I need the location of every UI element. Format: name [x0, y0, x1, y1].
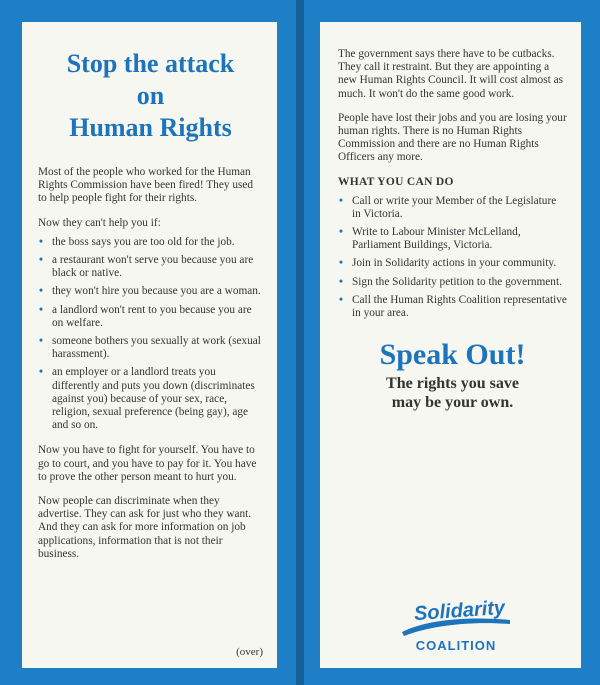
- tagline-line-1: The rights you save: [386, 375, 519, 393]
- cutbacks-paragraph: The government says there have to be cutbacks. They call it restraint. But they are appointing a new Human Rights Council. It will cost almost as much. It won't do the same good work.: [338, 48, 563, 100]
- tagline-line-2: may be your own.: [391, 394, 514, 412]
- bullet-icon: •: [339, 257, 343, 270]
- action-list: [338, 195, 567, 321]
- bullet-icon: •: [339, 226, 343, 239]
- discriminate-paragraph: Now people can discriminate when they advertise. They can ask for just who they want. And they can ask for more information on job applications, information that is not their business.: [38, 495, 252, 560]
- list-item: • a landlord won't rent to you because you are on welfare.: [39, 303, 252, 329]
- left-panel: [22, 22, 277, 668]
- title-line-2: on: [136, 81, 165, 110]
- list-item: • a restaurant won't serve you because you are black or native.: [39, 254, 254, 280]
- right-panel: [320, 22, 581, 668]
- over-note: (over): [236, 646, 263, 658]
- bullet-icon: •: [39, 335, 43, 348]
- list-item: • Write to Labour Minister McLelland, Parliament Buildings, Victoria.: [339, 226, 521, 252]
- list-item: • Sign the Solidarity petition to the government.: [339, 275, 562, 288]
- list-item: • an employer or a landlord treats you differently and puts you down (discriminates against you) because of your sex, race, religion, sexual preference (being gay), age and so on.: [39, 366, 255, 432]
- page-title: [38, 48, 263, 144]
- title-line-3: Human Rights: [69, 113, 232, 142]
- center-fold: [296, 0, 304, 685]
- list-item: • Call the Human Rights Coalition representative in your area.: [339, 293, 567, 320]
- bullet-icon: •: [39, 366, 43, 379]
- intro-paragraph: Most of the people who worked for the Human Rights Commission have been fired! They used to help people fight for their rights.: [38, 166, 254, 205]
- logo-wordmark: Solidarity: [413, 596, 506, 626]
- bullet-icon: •: [39, 254, 43, 267]
- solidarity-coalition-logo: [396, 594, 516, 656]
- bullet-icon: •: [339, 293, 343, 306]
- list-item: • the boss says you are too old for the job.: [39, 235, 235, 248]
- lead-text: Now they can't help you if:: [38, 216, 161, 229]
- list-item: • Join in Solidarity actions in your community.: [339, 257, 557, 270]
- section-heading: WHAT YOU CAN DO: [338, 175, 454, 188]
- bullet-icon: •: [39, 235, 43, 248]
- list-item: • someone bothers you sexually at work (sexual harassment).: [39, 335, 261, 361]
- title-line-1: Stop the attack: [66, 49, 235, 78]
- bullet-icon: •: [39, 303, 43, 316]
- fight-paragraph: Now you have to fight for yourself. You have to go to court, and you have to pay for it. You have to prove the other person meant to hurt you.: [38, 444, 257, 483]
- grievance-list: [38, 236, 263, 433]
- tagline: [338, 374, 567, 412]
- list-item: • Call or write your Member of the Legislature in Victoria.: [339, 194, 557, 220]
- list-item: • they won't hire you because you are a woman.: [39, 285, 261, 298]
- bullet-icon: •: [339, 275, 343, 288]
- speak-out-heading: Speak Out!: [379, 338, 526, 372]
- jobs-paragraph: People have lost their jobs and you are losing your human rights. There is no Human Rights Commission and there are no Human Rights Officers any more.: [338, 111, 567, 164]
- coalition-label: COALITION: [415, 638, 497, 653]
- bullet-icon: •: [339, 194, 343, 207]
- bullet-icon: •: [39, 285, 43, 298]
